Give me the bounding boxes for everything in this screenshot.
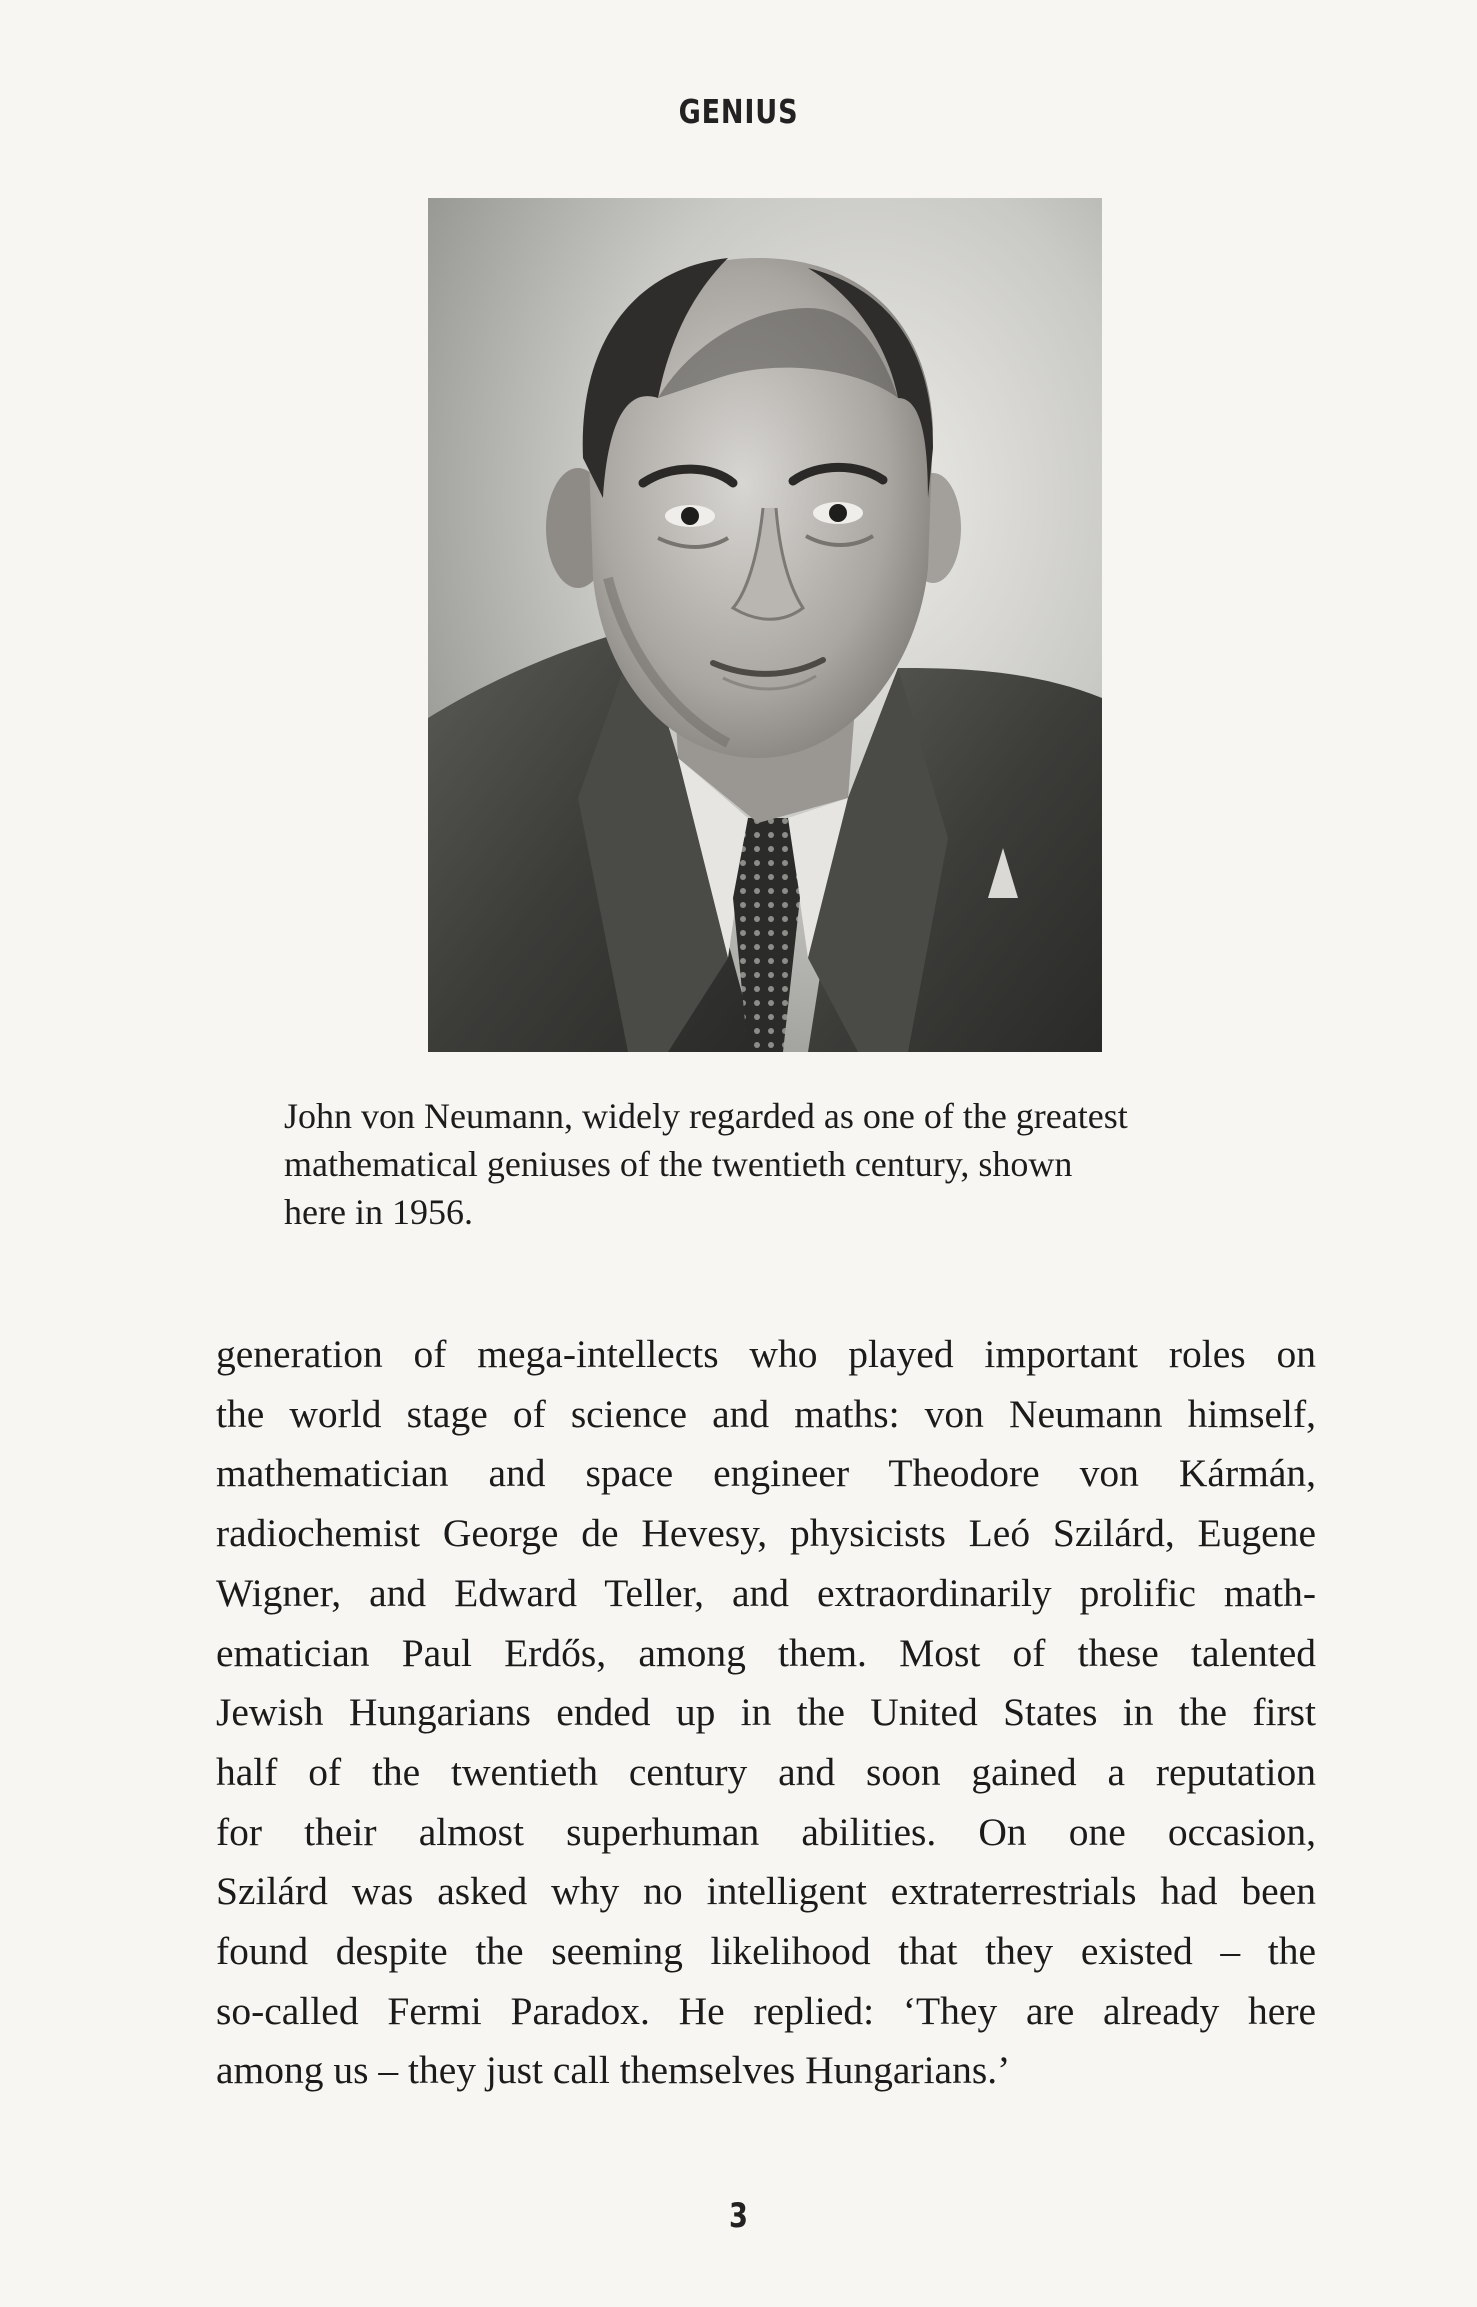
page-number: 3 bbox=[729, 2196, 748, 2236]
body-line: found despite the seeming likelihood that they existed – the bbox=[216, 1929, 1316, 1974]
running-head-title: GENIUS bbox=[678, 92, 799, 131]
portrait-photo bbox=[428, 198, 1102, 1052]
body-line: Jewish Hungarians ended up in the United States in the first bbox=[216, 1690, 1316, 1735]
body-line: mathematician and space engineer Theodore von Kármán, bbox=[216, 1451, 1316, 1496]
body-line: the world stage of science and maths: von Neumann himself, bbox=[216, 1391, 1316, 1436]
body-line: ematician Paul Erdős, among them. Most of these talented bbox=[216, 1630, 1316, 1675]
body-paragraph bbox=[216, 1325, 1316, 2101]
body-line: radiochemist George de Hevesy, physicists Leó Szilárd, Eugene bbox=[216, 1511, 1316, 1556]
caption-line: here in 1956. bbox=[284, 1192, 473, 1232]
body-line: Wigner, and Edward Teller, and extraordinarily prolific math- bbox=[216, 1570, 1316, 1615]
body-line: among us – they just call themselves Hungarians.’ bbox=[216, 2048, 1011, 2093]
caption-line: John von Neumann, widely regarded as one of the greatest bbox=[284, 1096, 1128, 1136]
body-line: for their almost superhuman abilities. On one occasion, bbox=[216, 1809, 1316, 1854]
caption-line: mathematical geniuses of the twentieth century, shown bbox=[284, 1144, 1073, 1184]
figure-caption bbox=[284, 1092, 1264, 1236]
body-line: so-called Fermi Paradox. He replied: ‘They are already here bbox=[216, 1988, 1316, 2033]
body-line: Szilárd was asked why no intelligent extraterrestrials had been bbox=[216, 1869, 1316, 1914]
body-line: half of the twentieth century and soon gained a reputation bbox=[216, 1749, 1316, 1794]
body-line: generation of mega-intellects who played important roles on bbox=[216, 1332, 1316, 1376]
